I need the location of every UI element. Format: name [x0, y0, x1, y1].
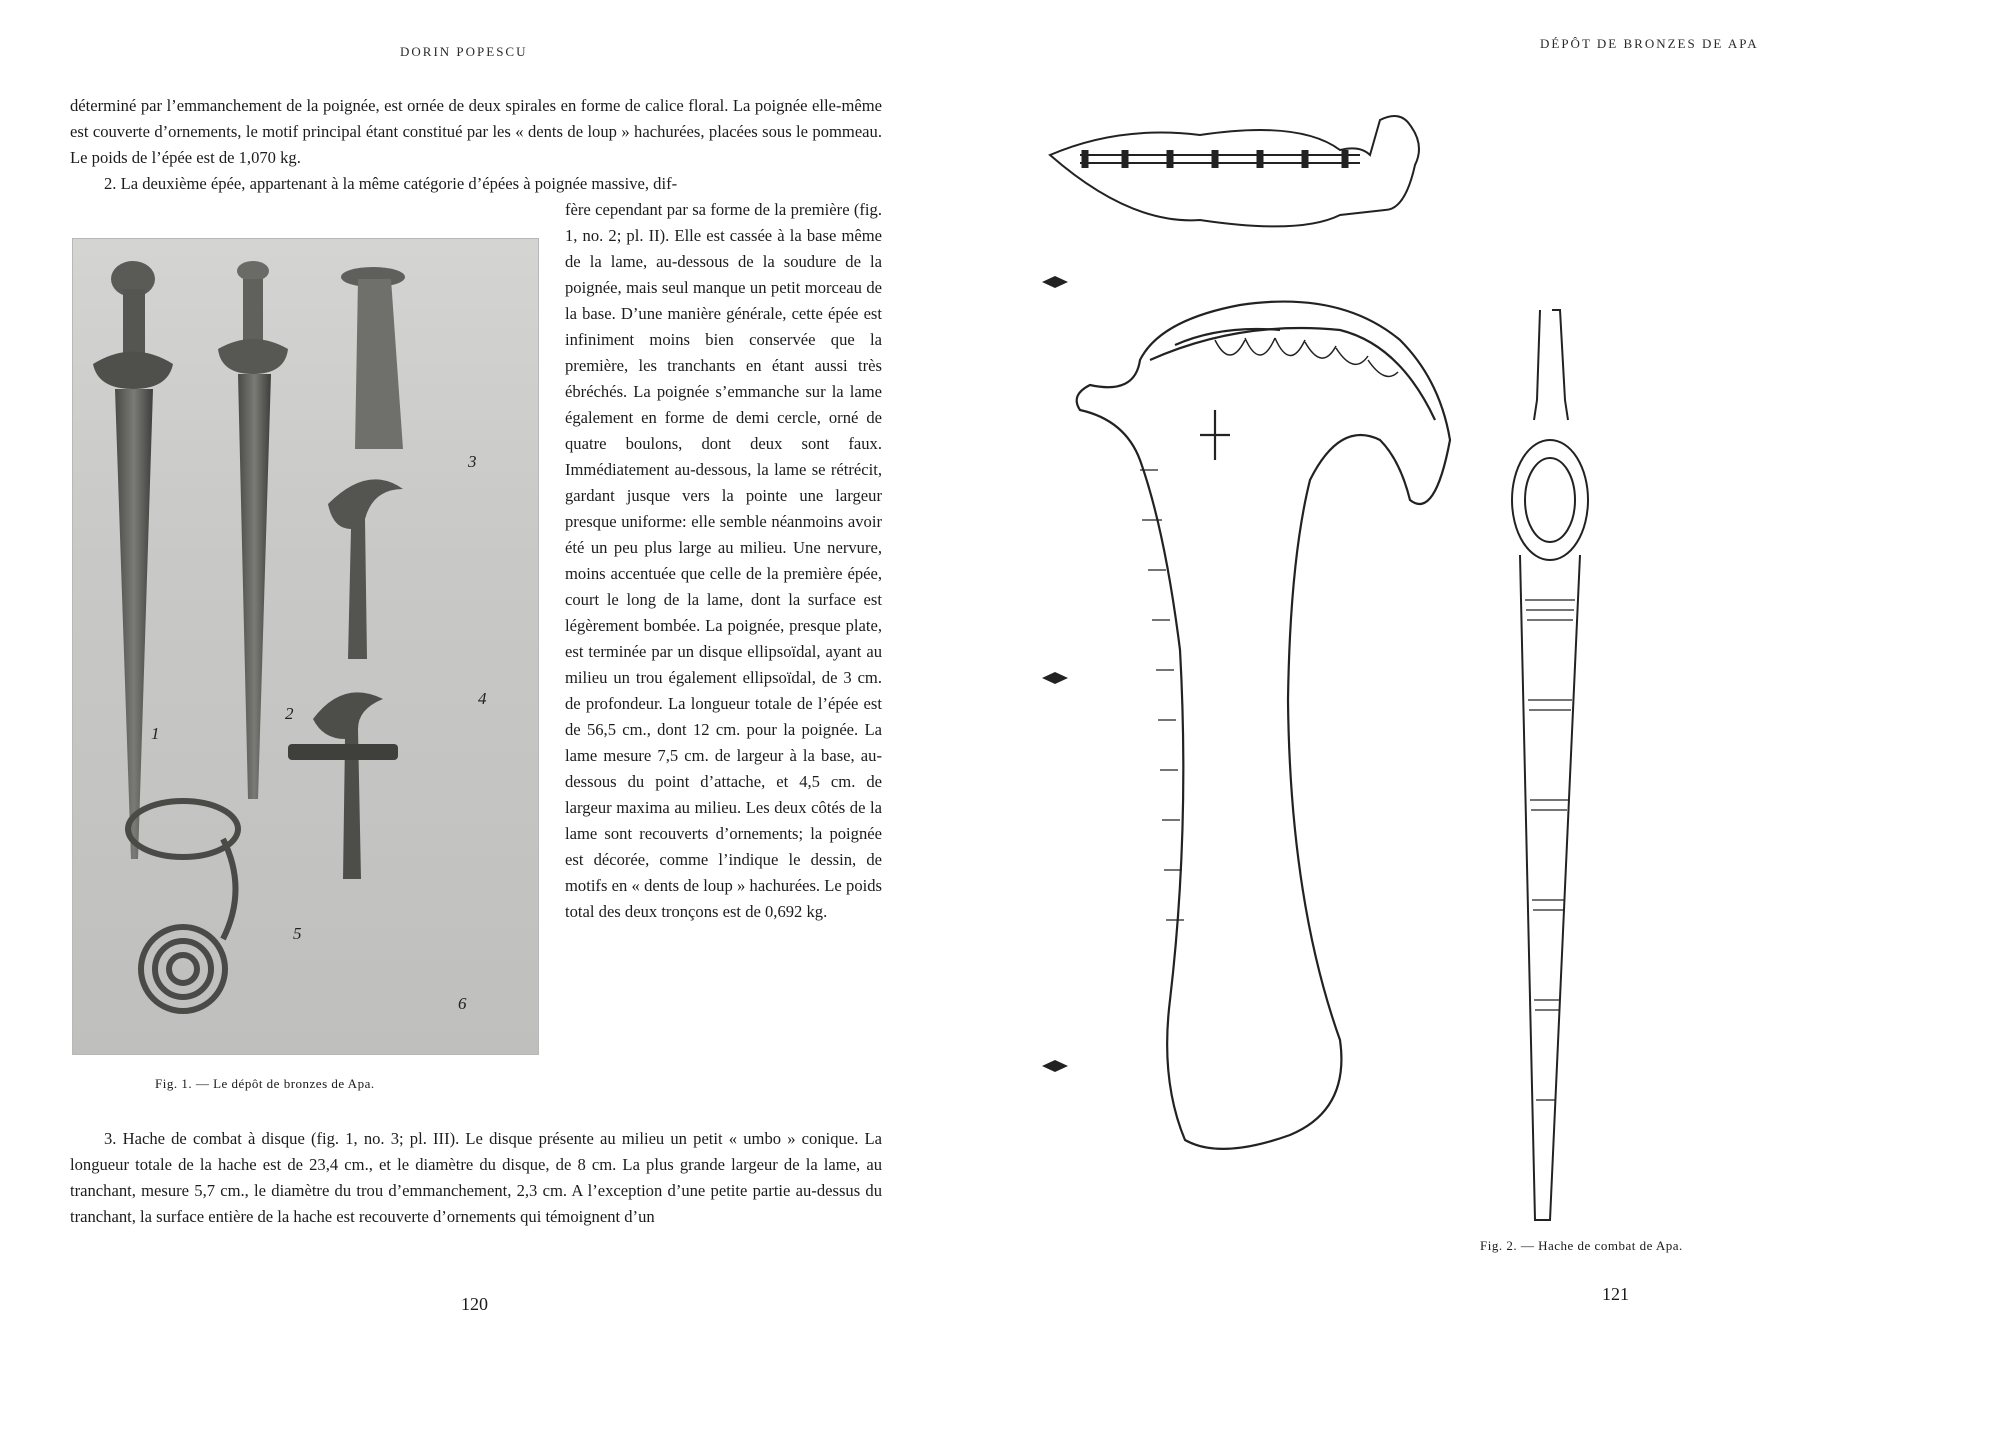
axe-top-view: [1050, 116, 1419, 226]
fig-number-1: 1: [151, 724, 160, 743]
fig-number-3: 3: [468, 452, 477, 471]
paragraph-sword2-side: [565, 197, 882, 925]
fig-number-6: 6: [458, 994, 467, 1013]
paragraph-sword2-start: [70, 171, 882, 197]
figure-1-photo: [72, 238, 539, 1055]
fig-number-4: 4: [478, 689, 487, 708]
battle-axe-4: [328, 479, 403, 659]
fig-number-2: 2: [285, 704, 294, 723]
figure-1-caption: Fig. 1. — Le dépôt de bronzes de Apa.: [155, 1076, 375, 1091]
disc-axe-3: [341, 267, 405, 449]
sword-1: [93, 261, 173, 859]
spiral-ornament-5: [128, 801, 238, 1011]
figure-1-illustration: [73, 239, 538, 1054]
figure-2-caption: Fig. 2. — Hache de combat de Apa.: [1480, 1238, 1683, 1253]
sword-2: [218, 261, 288, 799]
battle-axe-6: [288, 692, 398, 879]
axe-side-view: [1077, 302, 1450, 1149]
paragraph-sword2-text: 2. La deuxième épée, appartenant à la même catégorie d’épées à poignée massive, dif-: [104, 174, 678, 193]
page-number-left: 120: [461, 1294, 488, 1314]
right-page: [1040, 0, 2000, 1429]
axe-front-view: [1512, 310, 1588, 1220]
paragraph-sword2-side-text: fère cependant par sa forme de la première (fig. 1, no. 2; pl. II). Elle est cassée à la base même de la lame, au-dessous de la soudure de la poignée, mais seul manque un petit morceau de la base. D’une manière générale, cette épée est infiniment moins bien conservée que la première, les tranchants en étant aussi très ébréchés. La poignée s’emmanche sur la lame également en forme de demi cercle, orné de quatre boulons, dont deux sont faux. Immédiatement au-dessous, la lame se rétrécit, gardant jusque vers la pointe une largeur presque uniforme: elle semble néanmoins avoir été un peu plus large au milieu. Une nervure, moins accentuée que celle de la première épée, court le long de la lame, dont la surface est légèrement bombée. La poignée, presque plate, est terminée par un disque ellipsoïdal, ayant au milieu un trou également ellipsoïdal, de 3 cm. de profondeur. La longueur totale de l’épée est de 56,5 cm., dont 12 cm. pour la poignée. La lame mesure 7,5 cm. de largeur à la base, au-dessous du point d’attache, et 4,5 cm. de largeur maxima au milieu. Les deux côtés de la lame sont recouverts d’ornements; la poignée est décorée, comme l’indique le dessin, de motifs en « dents de loup » hachurées. Le poids total des deux tronçons est de 0,692 kg.: [565, 200, 882, 921]
running-head-left: DORIN POPESCU: [400, 44, 528, 59]
paragraph-axe: [70, 1126, 882, 1230]
paragraph-intro: [70, 93, 882, 171]
running-head-right: DÉPÔT DE BRONZES DE APA: [1540, 36, 1759, 51]
figure-2-drawing: [1040, 0, 2000, 1429]
page-number-right: 121: [1602, 1284, 1629, 1304]
paragraph-intro-text: déterminé par l’emmanchement de la poignée, est ornée de deux spirales en forme de calice floral. La poignée elle-même est couverte d’ornements, le motif principal étant constitué par les « dents de loup » hachurées, placées sous le pommeau. Le poids de l’épée est de 1,070 kg.: [70, 96, 882, 167]
paragraph-axe-text: 3. Hache de combat à disque (fig. 1, no. 3; pl. III). Le disque présente au milieu un petit « umbo » conique. La longueur totale de la hache est de 23,4 cm., et le diamètre du disque, de 8 cm. La plus grande largeur de la lame, au tranchant, mesure 5,7 cm., le diamètre du trou d’emmanchement, 2,3 cm. A l’exception d’une petite partie au-dessus du tranchant, la surface entière de la hache est recouverte d’ornements qui témoignent d’un: [70, 1129, 882, 1226]
fig-number-5: 5: [293, 924, 302, 943]
